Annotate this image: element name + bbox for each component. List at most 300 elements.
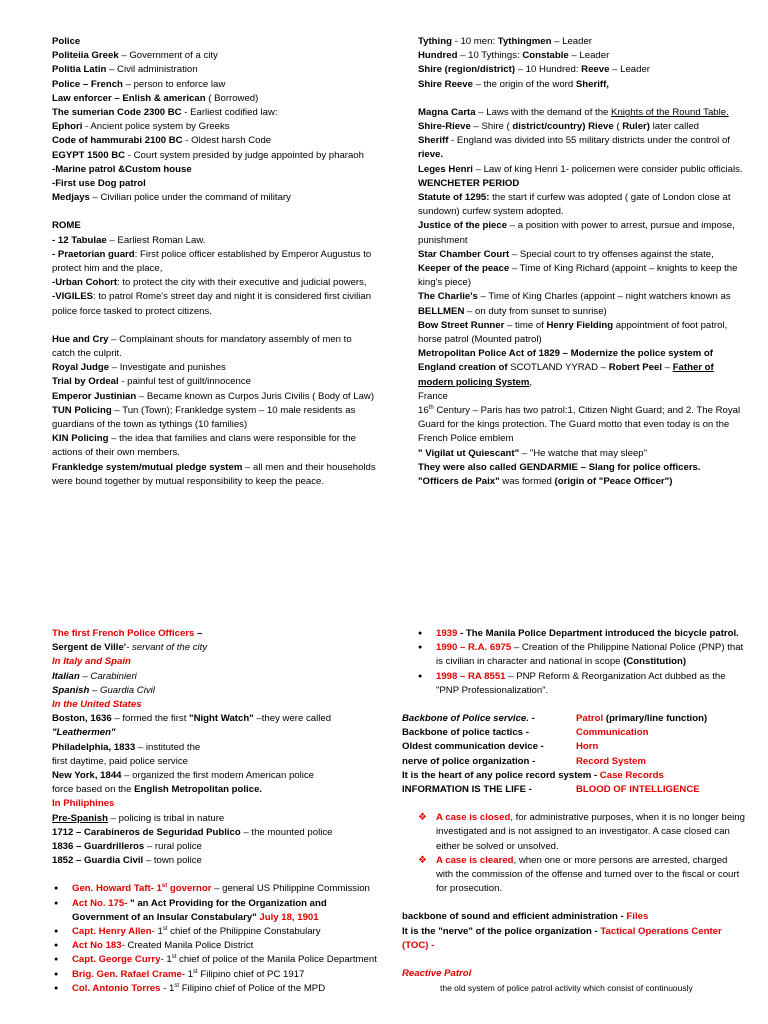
- magna-carta-line: [418, 106, 748, 120]
- definition: – Civil administration: [106, 64, 198, 76]
- motto-line: [418, 447, 748, 461]
- term: Keeper of the peace: [418, 263, 510, 275]
- definition: – Leader: [551, 36, 592, 47]
- history-line: [418, 219, 748, 247]
- term: A case is cleared: [436, 854, 514, 866]
- section-police-concepts: [402, 627, 747, 995]
- case-status-list: [416, 811, 747, 896]
- definition: : to protect the city with their executive and judicial powers,: [117, 277, 367, 289]
- list-item: [416, 854, 747, 897]
- history-line: [52, 655, 377, 669]
- definition-line: [52, 106, 377, 120]
- definition: ( Borrowed): [205, 92, 259, 104]
- text-span: - 1: [160, 954, 172, 966]
- definition: - Court system presided by judge appointed by pharaoh: [125, 149, 364, 161]
- list-item: [52, 897, 377, 925]
- text-span: 1990 – R.A. 6975: [436, 642, 512, 654]
- definition: – Time of King Charles (appoint – night watchers known as: [477, 291, 731, 303]
- text-span: The first French Police Officers: [52, 628, 195, 639]
- history-line: [418, 290, 748, 318]
- term: Medjays: [52, 192, 90, 204]
- backbone-table: [402, 712, 707, 769]
- text-span: - Created Manila Police District: [121, 940, 254, 952]
- definition: – Laws with the demand of the: [475, 106, 612, 118]
- pnp-timeline-list: [416, 627, 747, 698]
- text-span: - 1: [160, 982, 175, 994]
- text-span: chief of the Philippine Constabulary: [167, 926, 321, 938]
- list-item: [52, 882, 377, 896]
- text-span: Italian: [52, 670, 80, 682]
- definition: – Complainant shouts for mandatory assembly of men to catch the culprit.: [52, 333, 352, 360]
- definition: – Became known as Curpos Juris Civilis ( Body of Law): [136, 390, 375, 402]
- text-span: July 18, 1901: [256, 911, 319, 923]
- term: -VIGILES: [52, 291, 94, 303]
- value: Tactical Operations Center (TOC) -: [402, 925, 722, 951]
- term: Shire (region/district): [418, 64, 516, 76]
- definition: – 10 Hundred:: [515, 64, 582, 76]
- table-row: [402, 712, 707, 726]
- definition-line: [52, 134, 377, 148]
- text-span: In Italy and Spain: [52, 656, 131, 668]
- definition: - Earliest codified law:: [181, 107, 278, 119]
- definition: – Leader: [568, 50, 610, 62]
- list-item: [52, 968, 377, 982]
- text-span: Col. Antonio Torres: [72, 982, 161, 994]
- definition-line: [52, 177, 377, 191]
- text-span: Spanish: [52, 684, 90, 696]
- text-span: governor: [167, 883, 212, 895]
- toc-line: [402, 925, 747, 953]
- term: Law enforcer – Enlish & american: [52, 92, 206, 104]
- term: Ruler): [622, 121, 650, 133]
- rome-line: [52, 248, 377, 276]
- text: They were also called GENDARMIE – Slang for police officers.: [418, 461, 701, 473]
- term: Emperor Justinian: [52, 390, 137, 402]
- text-span: Sergent de Ville': [52, 642, 127, 654]
- text-span: Brig. Gen. Rafael Crame: [72, 968, 182, 980]
- history-line: [52, 812, 377, 826]
- text-span: – PNP Reform & Reorganization Act dubbed as the "PNP Professionalization".: [436, 670, 726, 696]
- definition-line: [52, 361, 377, 375]
- officers-line: [418, 475, 748, 489]
- table-row: [402, 755, 707, 769]
- term: (origin of "Peace Officer"): [554, 476, 673, 488]
- tything-line: [418, 49, 748, 63]
- definition: SCOTLAND YYRAD –: [507, 362, 609, 374]
- definition-line: [52, 92, 377, 106]
- term: Robert Peel: [608, 362, 663, 374]
- definition: - painful test of guilt/innocence: [118, 376, 251, 388]
- term: Backbone of police tactics -: [402, 727, 529, 739]
- heading: ROME: [52, 220, 81, 232]
- term: Backbone of Police service. -: [402, 713, 535, 725]
- definition-line: [52, 432, 377, 460]
- term: " Vigilat ut Quiescant": [418, 447, 520, 459]
- list-item: [52, 939, 377, 953]
- text-span: In Philiphines: [52, 798, 115, 810]
- label-cell: [402, 712, 576, 726]
- history-line: [418, 134, 748, 162]
- term: Justice of the piece: [418, 220, 508, 232]
- definition: : to patrol Rome's street day and night it is considered first civilian police force tasked to protect citizens.: [52, 291, 372, 317]
- term: rieve.: [418, 149, 444, 161]
- value: Communication: [576, 727, 649, 739]
- term: It is the heart of any police record system -: [402, 769, 598, 781]
- term: Leges Henri: [418, 163, 473, 175]
- text-span: –they were called: [253, 713, 332, 725]
- superscript: st: [193, 968, 198, 975]
- text-span: Gen. Howard Taft- 1: [72, 883, 162, 895]
- text-span: – formed the first: [111, 713, 190, 725]
- text-span: "Night Watch": [189, 713, 254, 725]
- history-line: [418, 163, 748, 177]
- term: Magna Carta: [418, 106, 476, 118]
- definition: – time of: [504, 319, 547, 331]
- term: KIN Policing: [52, 433, 109, 445]
- line-text: Police: [52, 36, 81, 47]
- text-span: - 1: [151, 926, 163, 938]
- text-span: Act No. 175-: [72, 897, 128, 909]
- history-line: [52, 641, 377, 655]
- france-line: [418, 390, 748, 404]
- term: The sumerian Code 2300 BC: [52, 107, 182, 119]
- definition: – the origin of the word: [472, 78, 576, 90]
- definition-line: [52, 35, 377, 49]
- definition-line: [52, 63, 377, 77]
- underlined-text: Knights of the Round Table.: [611, 106, 729, 118]
- value: Horn: [576, 741, 599, 753]
- term: Hue and Cry: [52, 333, 109, 345]
- term: Statute of 1295:: [418, 192, 490, 204]
- history-line: [418, 319, 748, 347]
- text-span: force based on the: [52, 784, 135, 796]
- history-line: [418, 248, 748, 262]
- term: Ephori: [52, 121, 83, 133]
- history-line: [52, 670, 377, 684]
- text-span: 1939: [436, 628, 458, 639]
- term: Reeve: [581, 64, 610, 76]
- term: - 12 Tabulae: [52, 234, 107, 246]
- history-line: [52, 797, 377, 811]
- term: backbone of sound and efficient administration -: [402, 911, 624, 923]
- heading: Reactive Patrol: [402, 968, 472, 980]
- history-line: [52, 769, 377, 783]
- history-line: [418, 120, 748, 134]
- term: Shire-Rieve: [418, 121, 471, 133]
- text-span: – Guardia Civil: [89, 684, 155, 696]
- line-text: -First use Dog patrol: [52, 178, 146, 190]
- text-span: - 1: [181, 968, 194, 980]
- text: the old system of police patrol activity which consist of continuously: [440, 983, 693, 994]
- term: A case is closed: [436, 812, 511, 824]
- definition: – Law of king Henri 1- policemen were consider public officials.: [472, 163, 743, 175]
- definition: - Ancient police system by Greeks: [82, 121, 230, 133]
- definition: – Tun (Town); Frankledge system – 10 male residents as guardians of the town as tythings (10 families): [52, 404, 356, 431]
- term: It is the "nerve" of the police organization -: [402, 925, 598, 937]
- spacer: [402, 953, 747, 967]
- text-span: –: [194, 628, 203, 639]
- section-police-origins: [52, 35, 377, 489]
- underlined-text: Father of modern policing System: [418, 362, 714, 388]
- definition: was formed: [499, 476, 555, 488]
- text-span: 1712 – Carabineros de Seguridad Publico: [52, 826, 241, 838]
- text-span: English Metropolitan police.: [134, 784, 263, 796]
- value: Record System: [576, 755, 646, 767]
- spacer: [52, 868, 377, 882]
- term: Code of hammurabi 2100 BC: [52, 135, 183, 147]
- diamond-bullet-icon: ❖: [418, 812, 427, 824]
- text-span: Act No 183: [72, 940, 122, 952]
- spacer: [52, 319, 377, 333]
- table-row: [402, 740, 707, 754]
- history-line: [52, 741, 377, 755]
- text: 16: [418, 405, 429, 417]
- definition-line: [52, 461, 377, 489]
- spacer: [418, 92, 748, 106]
- term: Frankledge system/mutual pledge system: [52, 461, 243, 473]
- term: BELLMEN: [418, 305, 465, 317]
- text: France: [418, 390, 448, 402]
- definition: –: [662, 362, 673, 374]
- section-england-history: [418, 35, 748, 489]
- term: Tything: [418, 36, 452, 47]
- list-item: [416, 627, 747, 641]
- text-span: Pre-Spanish: [52, 812, 108, 824]
- info-line: [402, 783, 747, 797]
- list-item: [416, 670, 747, 698]
- term: Star Chamber Court: [418, 248, 510, 260]
- history-line: [52, 783, 377, 797]
- reactive-patrol-heading: [402, 967, 747, 981]
- term: INFORMATION IS THE LIFE -: [402, 784, 532, 796]
- term: district/country): [512, 121, 586, 133]
- metropolitan-act-line: [418, 347, 748, 390]
- definition: later called: [649, 121, 700, 133]
- term: EGYPT 1500 BC: [52, 149, 126, 161]
- term: Hundred: [418, 50, 458, 62]
- text-span: 1836 – Guardrilleros: [52, 841, 145, 853]
- definition: – a position with power to arrest, pursue and impose, punishment: [418, 220, 735, 246]
- line-text: WENCHETER PERIOD: [418, 177, 520, 189]
- term: nerve of police organization -: [402, 755, 536, 767]
- text-span: – the mounted police: [240, 826, 333, 838]
- value-cell: [576, 726, 707, 740]
- text-span: - servant of the city: [126, 642, 208, 654]
- value-cell: [576, 740, 707, 754]
- definition: – the idea that families and clans were responsible for the actions of their own members.: [52, 433, 356, 459]
- text-span: - The Manila Police Department introduced the bicycle patrol.: [457, 628, 739, 639]
- text-span: – Carabinieri: [79, 670, 137, 682]
- history-line: [52, 726, 377, 740]
- history-line: [52, 698, 377, 712]
- text-span: Philadelphia, 1833: [52, 741, 136, 753]
- label-cell: [402, 740, 576, 754]
- gendarmie-line: [418, 461, 748, 475]
- term: Trial by Ordeal: [52, 376, 119, 388]
- definition: – Earliest Roman Law.: [106, 234, 206, 246]
- value: Files: [623, 911, 649, 923]
- definition-line: [52, 149, 377, 163]
- definition: (: [613, 121, 623, 133]
- history-line: [52, 684, 377, 698]
- term: Royal Judge: [52, 362, 110, 374]
- text-span: Filipino chief of Police of the MPD: [179, 982, 326, 994]
- rome-heading: [52, 219, 377, 233]
- history-line: [418, 177, 748, 191]
- value: Case Records: [597, 769, 664, 781]
- spacer: [402, 698, 747, 712]
- rome-line: [52, 276, 377, 290]
- term: Sheriff,: [575, 78, 609, 90]
- text-span: Capt. Henry Allen: [72, 926, 152, 938]
- files-line: [402, 910, 747, 924]
- text-span: Capt. George Curry: [72, 954, 161, 966]
- term: "Officers de Paix": [418, 476, 500, 488]
- term: Bow Street Runner: [418, 319, 505, 331]
- term: Politeiia Greek: [52, 50, 119, 62]
- line-text: -Marine patrol &Custom house: [52, 163, 192, 175]
- text-span: 1998 – RA 8551: [436, 670, 506, 682]
- history-line: [52, 627, 377, 641]
- tything-line: [418, 78, 748, 92]
- text-span: " an Act Providing for the Organization and Government of an Insular Constabulary": [72, 897, 327, 923]
- definition: the start if curfew was adopted ( gate of London close at sundown) curfew system adopted.: [418, 192, 731, 218]
- text-span: – town police: [143, 855, 202, 867]
- definition-line: [52, 404, 377, 432]
- superscript: st: [161, 883, 168, 890]
- rome-line: [52, 234, 377, 248]
- spacer: [402, 797, 747, 811]
- definition: – 10 Tythings:: [457, 50, 523, 62]
- term: Tythingmen: [497, 36, 552, 47]
- label-cell: [402, 726, 576, 740]
- history-line: [52, 712, 377, 726]
- definition-line: [52, 120, 377, 134]
- reactive-patrol-note: [402, 981, 747, 995]
- term: TUN Policing: [52, 404, 112, 416]
- section-world-philippines-history: [52, 627, 377, 996]
- term: Shire Reeve: [418, 78, 473, 90]
- definition: – Investigate and punishes: [109, 362, 226, 374]
- definition-line: [52, 333, 377, 361]
- definition: – all men and their households were bound together by mutual responsibility to keep the peace.: [52, 461, 376, 487]
- history-line: [52, 840, 377, 854]
- definition: - 10 men:: [451, 36, 498, 47]
- value-cell: [576, 712, 707, 726]
- value: BLOOD OF INTELLIGENCE: [576, 784, 700, 796]
- history-line: [52, 755, 377, 769]
- extra: (primary/line function): [603, 713, 708, 725]
- definition-line: [52, 163, 377, 177]
- definition: – Civilian police under the command of military: [89, 192, 291, 204]
- definition-line: [52, 49, 377, 63]
- term: Oldest communication device -: [402, 741, 544, 753]
- diamond-bullet-icon: ❖: [418, 854, 427, 866]
- history-line: [418, 262, 748, 290]
- term: Henry Fielding: [546, 319, 614, 331]
- definition-line: [52, 191, 377, 205]
- definition-line: [52, 78, 377, 92]
- century-line: [418, 404, 748, 447]
- definition: – Shire (: [470, 121, 513, 133]
- text-span: In the United States: [52, 699, 142, 711]
- list-item: [416, 641, 747, 669]
- history-line: [52, 854, 377, 868]
- superscript: th: [428, 404, 434, 411]
- list-item: [52, 982, 377, 996]
- history-line: [52, 826, 377, 840]
- term: - Praetorian guard: [52, 248, 135, 260]
- term: Rieve: [588, 121, 614, 133]
- text-span: first daytime, paid police service: [52, 755, 188, 767]
- text-span: – rural police: [144, 841, 202, 853]
- definition: – person to enforce law: [122, 78, 226, 90]
- definition: - England was divided into 55 military districts under the control of: [448, 135, 730, 147]
- text: Century – Paris has two patrol:1, Citizen Night Guard; and 2. The Royal Guard for the kings protection. The Guard motto that even today is on the French Police emblem: [418, 405, 741, 445]
- text-span: New York, 1844: [52, 770, 122, 782]
- text-span: – general US Philippine Commission: [211, 883, 370, 895]
- text-span: "Leathermen": [52, 727, 116, 739]
- term: Sheriff: [418, 135, 449, 147]
- definition: – Time of King Richard (appoint – knights to keep the king's piece): [418, 263, 738, 289]
- term: Constable: [522, 50, 569, 62]
- text-span: Boston, 1636: [52, 713, 112, 725]
- text-span: – organized the first modern American police: [121, 770, 315, 782]
- spacer: [402, 896, 747, 910]
- history-line: [418, 191, 748, 219]
- superscript: st: [174, 982, 180, 989]
- term: -Urban Cohort: [52, 277, 118, 289]
- text-span: 1852 – Guardia Civil: [52, 855, 144, 867]
- superscript: st: [162, 925, 168, 932]
- superscript: st: [171, 954, 177, 961]
- definition: – Leader: [609, 64, 650, 76]
- text-span: Filipino chief of PC 1917: [197, 968, 305, 980]
- definition: - Oldest harsh Code: [182, 135, 272, 147]
- definition: : First police officer established by Emperor Augustus to protect him and the place,: [52, 248, 372, 275]
- term: The Charlie's: [418, 291, 478, 303]
- text-span: chief of police of the Manila Police Department: [176, 954, 377, 966]
- label-cell: [402, 755, 576, 769]
- definition: – Special court to try offenses against the state,: [509, 248, 714, 260]
- list-item: [52, 925, 377, 939]
- heart-line: [402, 769, 747, 783]
- definition: appointment of foot patrol, horse patrol (Mounted patrol): [418, 319, 728, 346]
- table-row: [402, 726, 707, 740]
- term: Politia Latin: [52, 64, 107, 76]
- definition: ,: [529, 376, 533, 388]
- text-span: – instituted the: [135, 741, 201, 753]
- definition: , for administrative purposes, when it is no longer being investigated and is not assigned to an investigator. A case closed can either be solved or unsolved.: [436, 812, 745, 852]
- definition: – Government of a city: [118, 50, 218, 62]
- text-span: – Creation of the Philippine National Police (PNP) that is civilian in character and national in scope: [436, 642, 744, 668]
- term: Metropolitan Police Act of 1829 – Modernize the police system of England creation of: [418, 348, 713, 374]
- value: Patrol: [576, 713, 604, 725]
- tything-line: [418, 35, 748, 49]
- tything-line: [418, 63, 748, 77]
- spacer: [52, 205, 377, 219]
- definition-line: [52, 375, 377, 389]
- philippine-police-list: [52, 882, 377, 996]
- definition: – on duty from sunset to sunrise): [464, 305, 607, 317]
- value-cell: [576, 755, 707, 769]
- term: Police – French: [52, 78, 123, 90]
- definition: – "He watche that may sleep": [519, 447, 648, 459]
- definition: , when one or more persons are arrested, charged with the commission of the offense and turned over to the fiscal or court for prosecution.: [436, 854, 740, 895]
- definition-line: [52, 390, 377, 404]
- rome-line: [52, 290, 377, 318]
- list-item: [416, 811, 747, 854]
